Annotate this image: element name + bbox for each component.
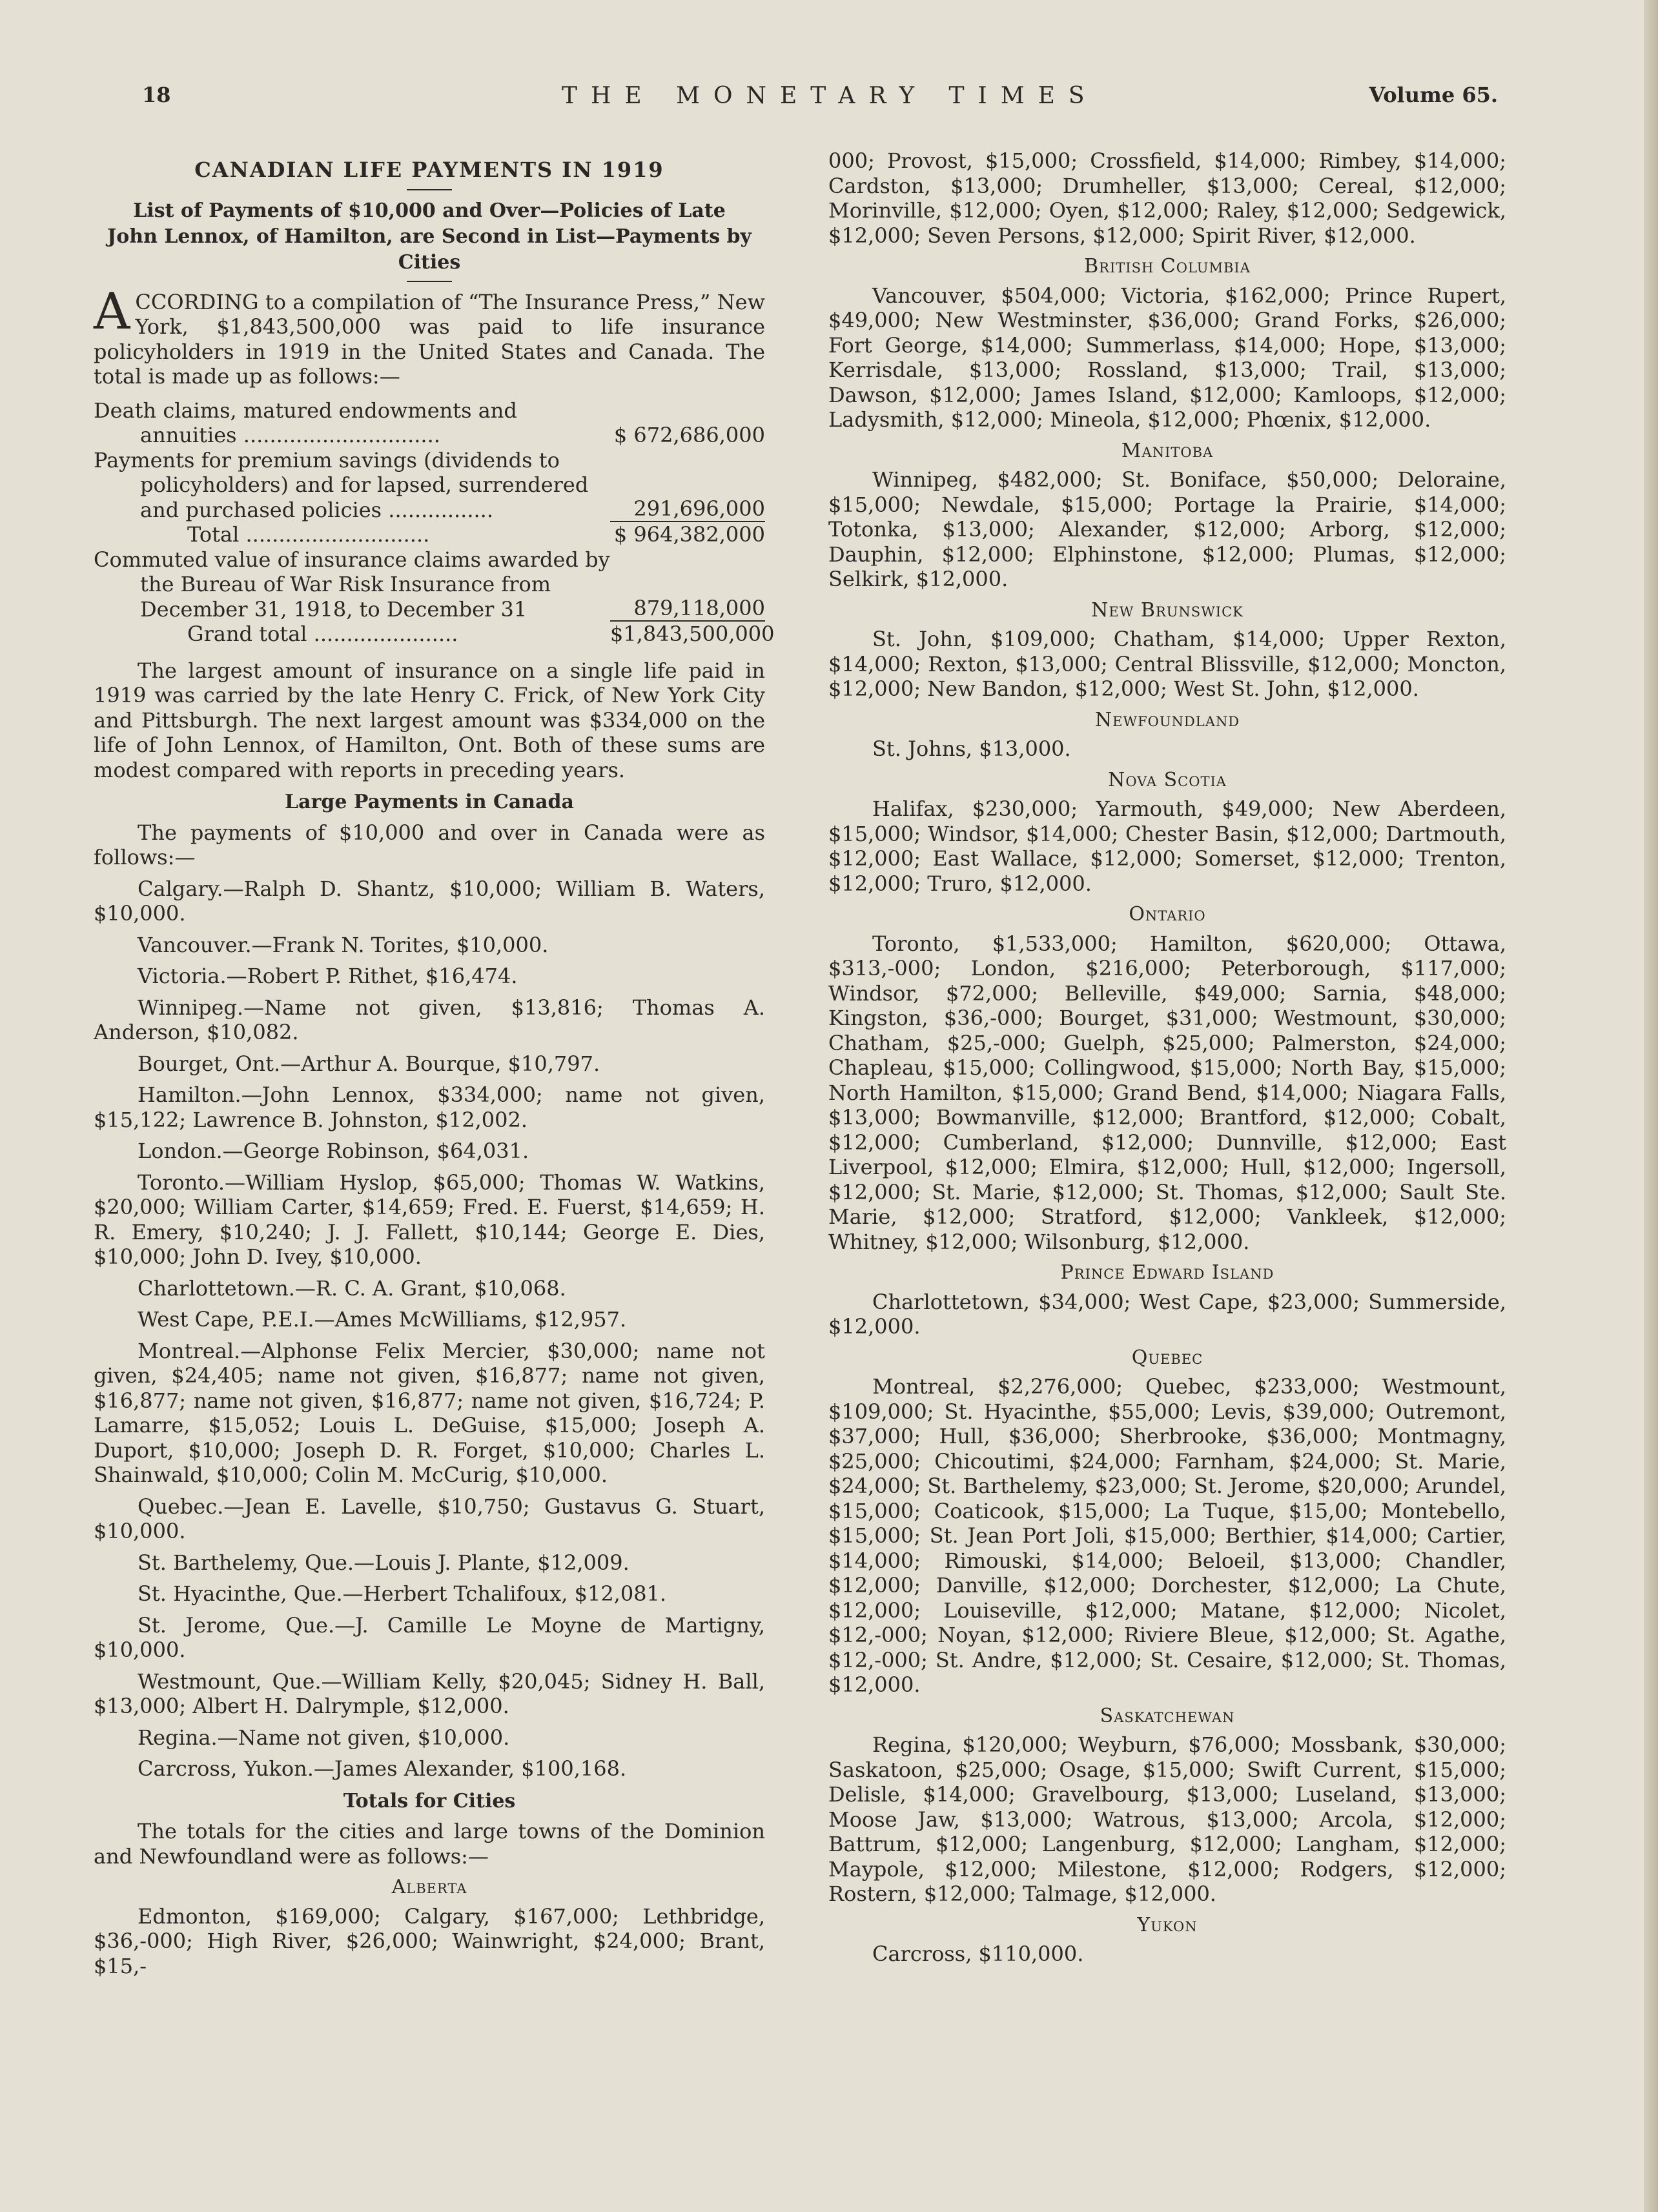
totals-ledger <box>94 398 775 647</box>
payment-entry: Winnipeg.—Name not given, $13,816; Thomas A. Anderson, $10,082. <box>94 995 765 1044</box>
province-heading: New Brunswick <box>1091 598 1244 622</box>
ledger-row <box>94 448 765 523</box>
article-subtitle: List of Payments of $10,000 and Over—Policies of Late John Lennox, of Hamilton, are Second in List—Payments by Cities <box>107 199 752 274</box>
province-text: Carcross, $110,000. <box>872 1942 1084 1966</box>
province-heading: Prince Edward Island <box>1060 1261 1274 1284</box>
province-heading: Ontario <box>1129 903 1206 926</box>
province-heading-alberta: Alberta <box>391 1876 467 1898</box>
payment-entry: Bourget, Ont.—Arthur A. Bourque, $10,797. <box>138 1051 600 1076</box>
ledger-amount: 879,118,000 <box>610 596 765 622</box>
payment-entry: London.—George Robinson, $64,031. <box>138 1139 529 1163</box>
payment-entry: Regina.—Name not given, $10,000. <box>138 1725 510 1750</box>
ledger-desc: Commuted value of insurance claims awarded by the Bureau of War Risk Insurance from December 31, 1918, to December 31 <box>94 547 610 622</box>
payment-entry: Vancouver.—Frank N. Torites, $10,000. <box>138 932 549 957</box>
article-title: CANADIAN LIFE PAYMENTS IN 1919 <box>194 157 664 182</box>
province-heading: Newfoundland <box>1094 708 1240 731</box>
title-rule <box>407 189 452 190</box>
payment-entry: St. Jerome, Que.—J. Camille Le Moyne de Martigny, $10,000. <box>94 1612 765 1662</box>
province-heading: Yukon <box>1137 1913 1198 1936</box>
page-number: 18 <box>142 83 171 107</box>
ledger-desc: Payments for premium savings (dividends to policyholders) and for lapsed, surrendered and purchased policies ................ <box>94 447 589 522</box>
payment-entry: Quebec.—Jean E. Lavelle, $10,750; Gustavus G. Stuart, $10,000. <box>94 1494 765 1543</box>
province-heading: Saskatchewan <box>1100 1704 1235 1727</box>
province-text: St. John, $109,000; Chatham, $14,000; Upper Rexton, $14,000; Rexton, $13,000; Central Blissville, $12,000; Moncton, $12,000; New Bandon, $12,000; West St. John, $12,000. <box>828 627 1506 701</box>
payment-entry: Victoria.—Robert P. Rithet, $16,474. <box>138 964 518 988</box>
ledger-desc: Total ............................ <box>187 522 430 547</box>
ledger-amount: 291,696,000 <box>610 496 765 523</box>
ledger-row <box>94 398 765 448</box>
payment-entry: Calgary.—Ralph D. Shantz, $10,000; William B. Waters, $10,000. <box>94 876 765 926</box>
paragraph-largest: The largest amount of insurance on a single life paid in 1919 was carried by the late Henry C. Frick, of New York City and Pittsburgh. The next largest amount was $334,000 on the life of John Lennox, of Hamilton, Ont. Both of these sums are modest compared with reports in preceding years. <box>94 658 765 782</box>
province-text: Halifax, $230,000; Yarmouth, $49,000; New Aberdeen, $15,000; Windsor, $14,000; Chester Basin, $12,000; Dartmouth, $12,000; East Wallace, $12,000; Somerset, $12,000; Trenton, $12,000; Truro, $12,000. <box>828 797 1506 896</box>
province-heading: Nova Scotia <box>1108 768 1227 791</box>
ledger-row <box>94 622 775 647</box>
province-text-alberta-start: Edmonton, $169,000; Calgary, $167,000; Lethbridge, $36,-000; High River, $26,000; Wainwright, $24,000; Brant, $15,- <box>94 1903 765 1978</box>
province-text: Winnipeg, $482,000; St. Boniface, $50,000; Deloraine, $15,000; Newdale, $15,000; Portage la Prairie, $14,000; Totonka, $13,000; Alexander, $12,000; Arborg, $12,000; Dauphin, $12,000; Elphinstone, $12,000; Plumas, $12,000; Selkirk, $12,000. <box>828 467 1506 591</box>
lead-paragraph <box>94 282 765 389</box>
province-heading: Manitoba <box>1121 439 1214 462</box>
payment-entry: Westmount, Que.—William Kelly, $20,045; Sidney H. Ball, $13,000; Albert H. Dalrymple, $12,000. <box>94 1669 765 1718</box>
subtitle-rule <box>407 281 452 282</box>
province-text-alberta-cont: 000; Provost, $15,000; Crossfield, $14,000; Rimbey, $14,000; Cardston, $13,000; Drumheller, $13,000; Cereal, $12,000; Morinville, $12,000; Oyen, $12,000; Raley, $12,000; Sedgewick, $12,000; Seven Persons, $12,000; Spirit River, $12,000. <box>828 148 1506 248</box>
ledger-row <box>94 547 765 622</box>
province-text: Montreal, $2,276,000; Quebec, $233,000; Westmount, $109,000; St. Hyacinthe, $55,000; Levis, $39,000; Outremont, $37,000; Hull, $36,000; Sherbrooke, $36,000; Montmagny, $25,000; Chicoutimi, $24,000; Farnham, $24,000; St. Marie, $24,000; St. Barthelemy, $23,000; St. Jerome, $20,000; Arundel, $15,000; Coaticook, $15,000; La Tuque, $15,00; Montebello, $15,000; St. Jean Port Joli, $15,000; Berthier, $14,000; Cartier, $14,000; Rimouski, $14,000; Beloeil, $13,000; Chandler, $12,000; Danville, $12,000; Dorchester, $12,000; La Chute, $12,000; Louiseville, $12,000; Matane, $12,000; Nicolet, $12,-000; Noyan, $12,000; Riviere Bleue, $12,000; St. Agathe, $12,-000; St. Andre, $12,000; St. Cesaire, $12,000; St. Thomas, $12,000. <box>828 1374 1506 1697</box>
payment-entry: Montreal.—Alphonse Felix Mercier, $30,000; name not given, $24,405; name not given, $16,877; name not given, $16,877; name not given, $16,877; name not given, $16,724; P. Lamarre, $15,052; Louis L. DeGuise, $15,000; Joseph A. Duport, $10,000; Joseph D. R. Forget, $10,000; Charles L. Shainwald, $10,000; Colin M. McCurig, $10,000. <box>94 1338 765 1487</box>
ledger-amount: $1,843,500,000 <box>610 622 775 646</box>
payment-entry: Hamilton.—John Lennox, $334,000; name not given, $15,122; Lawrence B. Johnston, $12,002. <box>94 1082 765 1132</box>
payment-entry: St. Barthelemy, Que.—Louis J. Plante, $12,009. <box>138 1550 629 1575</box>
province-text: Charlottetown, $34,000; West Cape, $23,000; Summerside, $12,000. <box>828 1289 1506 1339</box>
ledger-amount: $ 672,686,000 <box>613 423 765 447</box>
payment-entry: Carcross, Yukon.—James Alexander, $100,168. <box>138 1756 627 1781</box>
ledger-desc: Death claims, matured endowments and annuities .............................. <box>94 398 517 447</box>
right-column <box>828 148 1506 1973</box>
ledger-amount: $ 964,382,000 <box>613 522 765 547</box>
payment-entry: Toronto.—William Hyslop, $65,000; Thomas W. Watkins, $20,000; William Carter, $14,659; Fred. E. Fuerst, $14,659; H. R. Emery, $10,240; J. J. Fallett, $10,144; George E. Dies, $10,000; John D. Ivey, $10,000. <box>94 1170 765 1269</box>
province-text: Vancouver, $504,000; Victoria, $162,000; Prince Rupert, $49,000; New Westminster, $36,000; Grand Forks, $26,000; Fort George, $14,000; Summerlass, $14,000; Hope, $13,000; Kerrisdale, $13,000; Rossland, $13,000; Trail, $13,000; Dawson, $12,000; James Island, $12,000; Kamloops, $12,000; Ladysmith, $12,000; Mineola, $12,000; Phœnix, $12,000. <box>828 283 1506 432</box>
masthead: THE MONETARY TIMES <box>562 83 1098 109</box>
totals-intro: The totals for the cities and large towns of the Dominion and Newfoundland were as follows:— <box>94 1819 765 1869</box>
section-heading-totals: Totals for Cities <box>343 1789 516 1812</box>
province-text: Regina, $120,000; Weyburn, $76,000; Mossbank, $30,000; Saskatoon, $25,000; Osage, $15,000; Swift Current, $15,000; Delisle, $14,000; Gravelbourg, $13,000; Luseland, $13,000; Moose Jaw, $13,000; Watrous, $13,000; Arcola, $12,000; Battrum, $12,000; Langenburg, $12,000; Langham, $12,000; Maypole, $12,000; Milestone, $12,000; Rodgers, $12,000; Rostern, $12,000; Talmage, $12,000. <box>828 1732 1506 1906</box>
payment-entry: West Cape, P.E.I.—Ames McWilliams, $12,957. <box>138 1307 627 1332</box>
province-heading: British Columbia <box>1084 255 1251 278</box>
payment-entry: Charlottetown.—R. C. A. Grant, $10,068. <box>138 1275 566 1301</box>
province-text: St. Johns, $13,000. <box>872 736 1071 761</box>
ledger-row <box>94 522 765 547</box>
left-column <box>94 148 775 1985</box>
province-text: Toronto, $1,533,000; Hamilton, $620,000; Ottawa, $313,-000; London, $216,000; Peterborough, $117,000; Windsor, $72,000; Belleville, $49,000; Sarnia, $48,000; Kingston, $36,-000; Bourget, $31,000; Westmount, $30,000; Chatham, $25,-000; Guelph, $25,000; Palmerston, $24,000; Chapleau, $15,000; Collingwood, $15,000; North Bay, $15,000; North Hamilton, $15,000; Grand Bend, $14,000; Niagara Falls, $13,000; Bowmanville, $12,000; Brantford, $12,000; Cobalt, $12,000; Cumberland, $12,000; Dunnville, $12,000; East Liverpool, $12,000; Elmira, $12,000; Hull, $12,000; Ingersoll, $12,000; St. Marie, $12,000; St. Thomas, $12,000; Sault Ste. Marie, $12,000; Stratford, $12,000; Vankleek, $12,000; Whitney, $12,000; Wilsonburg, $12,000. <box>828 931 1506 1254</box>
lead-text: CCORDING to a compilation of “The Insurance Press,” New York, $1,843,500,000 was paid to life insurance policyholders in 1919 in the United States and Canada. The total is made up as follows:— <box>94 289 765 389</box>
page-header <box>142 83 1498 121</box>
page-binding-edge <box>1644 0 1658 2212</box>
large-payments-intro: The payments of $10,000 and over in Canada were as follows:— <box>94 820 765 869</box>
volume-label: Volume 65. <box>1369 83 1498 107</box>
province-heading: Quebec <box>1131 1346 1203 1369</box>
section-heading-large-payments: Large Payments in Canada <box>285 791 574 813</box>
payment-entry: St. Hyacinthe, Que.—Herbert Tchalifoux, $12,081. <box>138 1581 667 1606</box>
drop-cap: A <box>94 282 130 341</box>
ledger-desc: Grand total ...................... <box>187 622 458 646</box>
